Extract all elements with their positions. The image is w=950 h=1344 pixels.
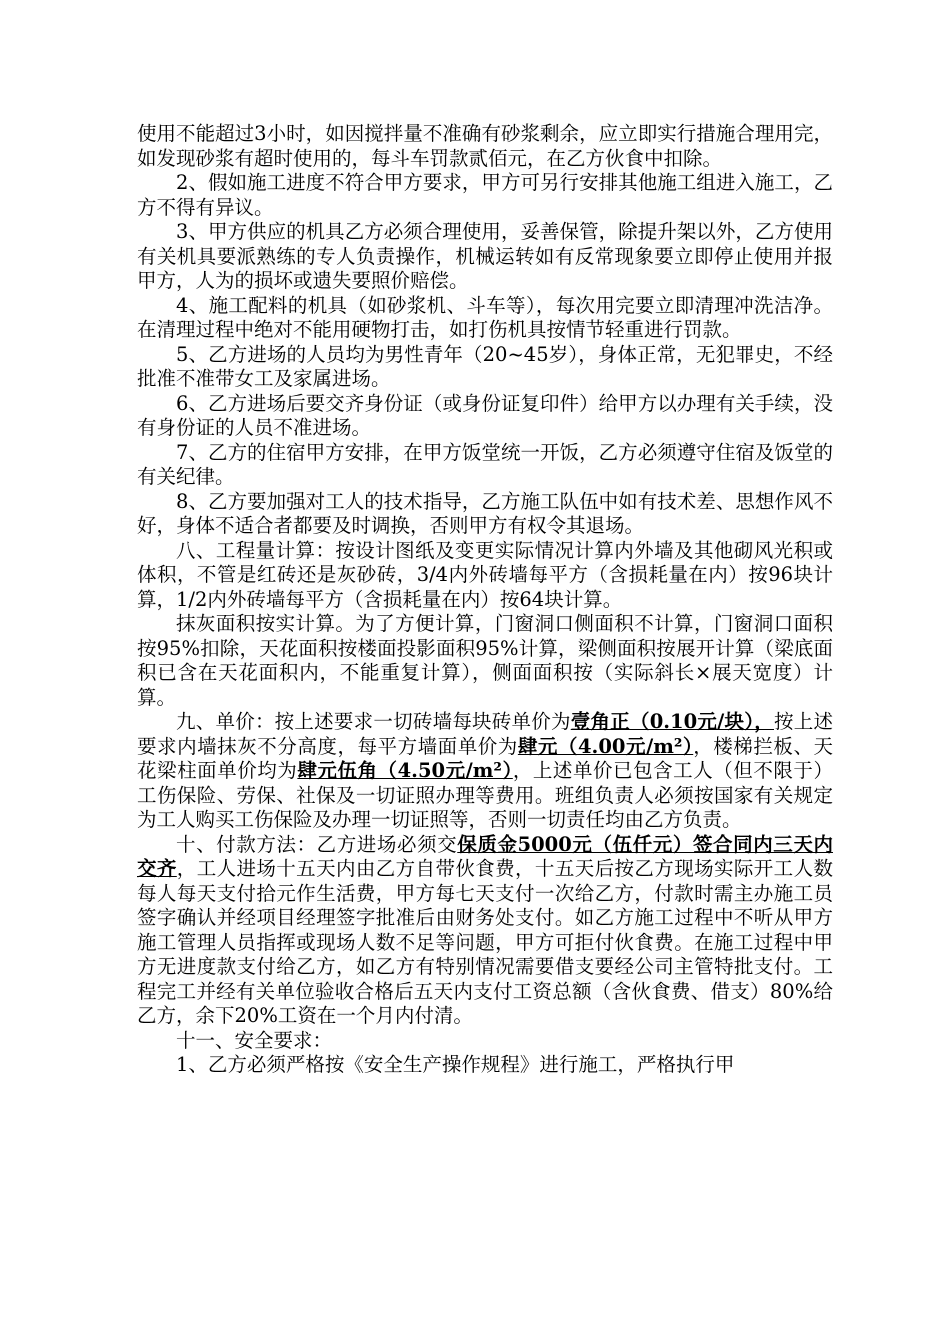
paragraph-text: 1、乙方必须严格按《安全生产操作规程》进行施工，严格执行甲	[176, 1053, 735, 1076]
paragraph-text: 6、乙方进场后要交齐身份证（或身份证复印件）给甲方以办理有关手续，没有身份证的人员不准进场。	[137, 391, 833, 439]
paragraph	[137, 294, 833, 343]
paragraph	[137, 1029, 833, 1054]
paragraph-text: ，上述单价已包含工人（但不限于）工伤保险、劳保、社保及一切证照办理等费用。班组负责人必须按国家有关规定为工人购买工伤保险及办理一切证照等，否则一切责任均由乙方负责。	[137, 759, 833, 831]
document-page	[137, 122, 833, 1078]
paragraph-text: 抹灰面积按实计算。为了方便计算，门窗洞口侧面积不计算，门窗洞口面积按95%扣除，天花面积按楼面投影面积95%计算，梁侧面积按展开计算（梁底面积已含在天花面积内，不能重复计算），侧面面积按（实际斜长×展天宽度）计算。	[137, 612, 833, 709]
paragraph-text: 2、假如施工进度不符合甲方要求，甲方可另行安排其他施工组进入施工，乙方不得有异议。	[137, 171, 833, 219]
paragraph	[137, 122, 833, 171]
paragraph	[137, 171, 833, 220]
paragraph	[137, 392, 833, 441]
paragraph-text: 八、工程量计算：按设计图纸及变更实际情况计算内外墙及其他砌风光积或体积，不管是红砖还是灰砂砖，3/4内外砖墙每平方（含损耗量在内）按96块计算，1/2内外砖墙每平方（含损耗量在内）按64块计算。	[137, 538, 833, 611]
paragraph	[137, 833, 833, 1029]
emphasized-text: 保质金5000元（伍仟元）签合同内三天内交齐	[137, 832, 833, 880]
paragraph-text: 3、甲方供应的机具乙方必须合理使用，妥善保管，除提升架以外，乙方使用有关机具要派熟练的专人负责操作，机械运转如有反常现象要立即停止使用并报甲方，人为的损坏或遗失要照价赔偿。	[137, 220, 833, 292]
paragraph	[137, 441, 833, 490]
paragraph	[137, 490, 833, 539]
document-body	[137, 122, 833, 1078]
emphasized-text: 肆元伍角（4.50元/m²）	[297, 759, 513, 782]
emphasized-text: 肆元（4.00元/m²）	[517, 734, 694, 758]
paragraph-text: 按上述要求内墙抹灰不分高度，每平方墙面单价为	[137, 710, 833, 758]
paragraph	[137, 710, 833, 833]
paragraph-text: 九、单价：按上述要求一切砖墙每块砖单价为	[176, 710, 571, 733]
paragraph	[137, 1053, 833, 1078]
paragraph-text: 7、乙方的住宿甲方安排，在甲方饭堂统一开饭，乙方必须遵守住宿及饭堂的有关纪律。	[137, 440, 833, 488]
paragraph	[137, 220, 833, 294]
paragraph	[137, 539, 833, 613]
paragraph-text: 5、乙方进场的人员均为男性青年（20~45岁），身体正常，无犯罪史，不经批准不准带女工及家属进场。	[137, 342, 833, 390]
emphasized-text: 壹角正（0.10元/块），	[570, 710, 774, 733]
paragraph-text: 4、施工配料的机具（如砂浆机、斗车等），每次用完要立即清理冲洗洁净。在清理过程中绝对不能用硬物打击，如打伤机具按情节轻重进行罚款。	[137, 293, 833, 341]
paragraph	[137, 343, 833, 392]
paragraph-text: 十、付款方法：乙方进场必须交	[176, 832, 458, 856]
paragraph	[137, 612, 833, 710]
paragraph-text: 8、乙方要加强对工人的技术指导，乙方施工队伍中如有技术差、思想作风不好，身体不适合者都要及时调换，否则甲方有权令其退场。	[137, 489, 833, 537]
paragraph-text: 十一、安全要求：	[176, 1028, 333, 1052]
paragraph-text: ，楼梯拦板、天花梁柱面单价均为	[137, 734, 833, 782]
paragraph-text: 使用不能超过3小时，如因搅拌量不准确有砂浆剩余，应立即实行措施合理用完，如发现砂浆有超时使用的，每斗车罚款贰佰元，在乙方伙食中扣除。	[137, 122, 833, 170]
paragraph-text: ，工人进场十五天内由乙方自带伙食费，十五天后按乙方现场实际开工人数每人每天支付拾元作生活费，甲方每七天支付一次给乙方，付款时需主办施工员签字确认并经项目经理签字批准后由财务处支付。如乙方施工过程中不听从甲方施工管理人员指挥或现场人数不足等问题，甲方可拒付伙食费。在施工过程中甲方无进度款支付给乙方，如乙方有特别情况需要借支要经公司主管特批支付。工程完工并经有关单位验收合格后五天内支付工资总额（含伙食费、借支）80%给乙方，余下20%工资在一个月内付清。	[137, 857, 833, 1027]
